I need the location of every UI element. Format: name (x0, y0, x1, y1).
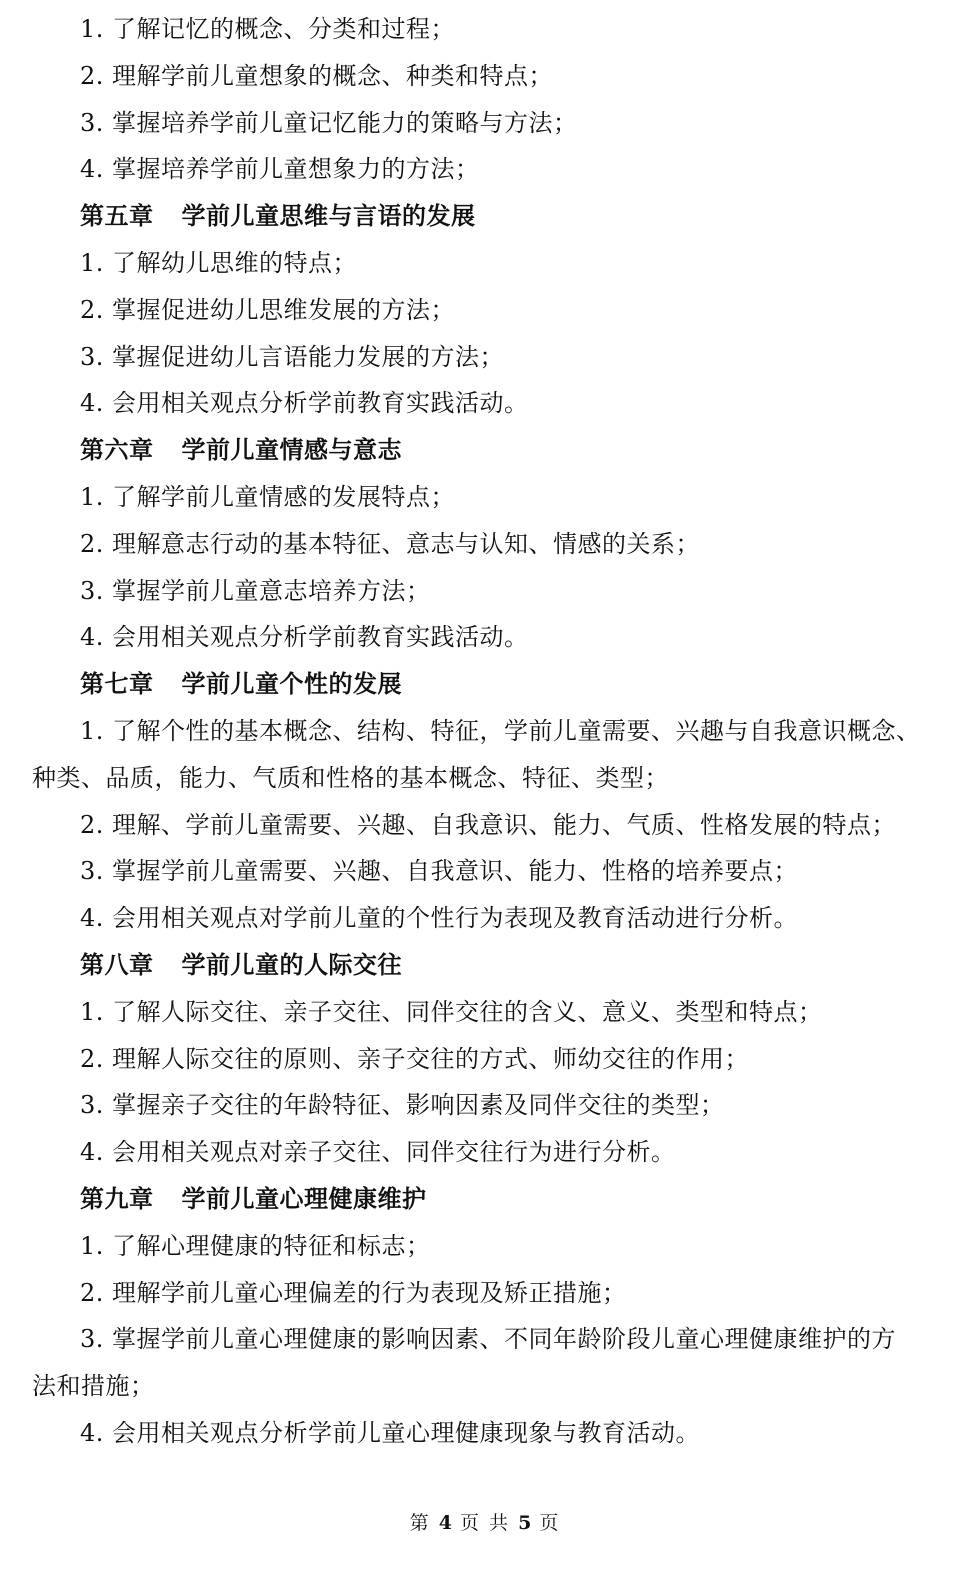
list-item: 4. 会用相关观点分析学前儿童心理健康现象与教育活动。 (80, 1418, 701, 1447)
list-item: 1. 了解记忆的概念、分类和过程； (80, 15, 456, 43)
chapter-title: 学前儿童的人际交往 (181, 950, 402, 979)
list-item: 1. 了解学前儿童情感的发展特点； (80, 482, 456, 511)
list-item-continuation: 法和措施； (32, 1372, 155, 1401)
footer-prefix: 第 (409, 1512, 431, 1534)
list-item: 4. 会用相关观点对学前儿童的个性行为表现及教育活动进行分析。 (80, 904, 799, 933)
chapter-title: 学前儿童个性的发展 (181, 670, 402, 699)
document-body (32, 6, 932, 1457)
page-total: 5 (518, 1512, 532, 1534)
chapter-number: 第五章 (80, 202, 154, 231)
chapter-heading-8 (32, 942, 932, 989)
list-item: 2. 理解人际交往的原则、亲子交往的方式、师幼交往的作用； (80, 1044, 750, 1073)
chapter-title: 学前儿童心理健康维护 (181, 1184, 427, 1213)
list-item: 3. 掌握学前儿童意志培养方法； (80, 576, 431, 605)
chapter-number: 第七章 (80, 670, 154, 699)
list-item: 1. 了解个性的基本概念、结构、特征，学前儿童需要、兴趣与自我意识概念、 (80, 716, 921, 745)
chapter-heading-9 (32, 1176, 932, 1223)
list-item: 2. 理解学前儿童心理偏差的行为表现及矫正措施； (80, 1278, 627, 1307)
list-item: 2. 掌握促进幼儿思维发展的方法； (80, 295, 456, 324)
list-item: 1. 了解人际交往、亲子交往、同伴交往的含义、意义、类型和特点； (80, 997, 823, 1026)
chapter-number: 第六章 (80, 436, 154, 465)
chapter-heading-5 (32, 193, 932, 240)
list-item: 3. 掌握学前儿童需要、兴趣、自我意识、能力、性格的培养要点； (80, 857, 799, 886)
list-item: 2. 理解学前儿童想象的概念、种类和特点； (80, 61, 554, 90)
list-item: 2. 理解、学前儿童需要、兴趣、自我意识、能力、气质、性格发展的特点； (80, 810, 897, 839)
chapter-heading-7 (32, 661, 932, 708)
list-item: 3. 掌握培养学前儿童记忆能力的策略与方法； (80, 108, 578, 137)
list-item: 3. 掌握学前儿童心理健康的影响因素、不同年龄阶段儿童心理健康维护的方 (80, 1325, 897, 1354)
list-item: 4. 掌握培养学前儿童想象力的方法； (80, 155, 480, 184)
list-item: 4. 会用相关观点分析学前教育实践活动。 (80, 389, 529, 418)
chapter-number: 第八章 (80, 950, 154, 979)
list-item: 4. 会用相关观点对亲子交往、同伴交往行为进行分析。 (80, 1138, 676, 1167)
list-item: 3. 掌握促进幼儿言语能力发展的方法； (80, 342, 505, 371)
list-item: 3. 掌握亲子交往的年龄特征、影响因素及同伴交往的类型； (80, 1091, 725, 1120)
page-footer (0, 1510, 970, 1536)
list-item: 1. 了解幼儿思维的特点； (80, 248, 358, 277)
chapter-number: 第九章 (80, 1184, 154, 1213)
page-number: 4 (438, 1512, 452, 1534)
list-item: 4. 会用相关观点分析学前教育实践活动。 (80, 623, 529, 652)
chapter-title: 学前儿童情感与意志 (181, 436, 402, 465)
footer-mid: 页 共 (459, 1512, 511, 1534)
list-item-continuation: 种类、品质，能力、气质和性格的基本概念、特征、类型； (32, 763, 669, 792)
list-item: 1. 了解心理健康的特征和标志； (80, 1231, 431, 1260)
chapter-heading-6 (32, 427, 932, 474)
chapter-title: 学前儿童思维与言语的发展 (181, 202, 476, 231)
list-item: 2. 理解意志行动的基本特征、意志与认知、情感的关系； (80, 529, 701, 558)
footer-suffix: 页 (539, 1512, 561, 1534)
